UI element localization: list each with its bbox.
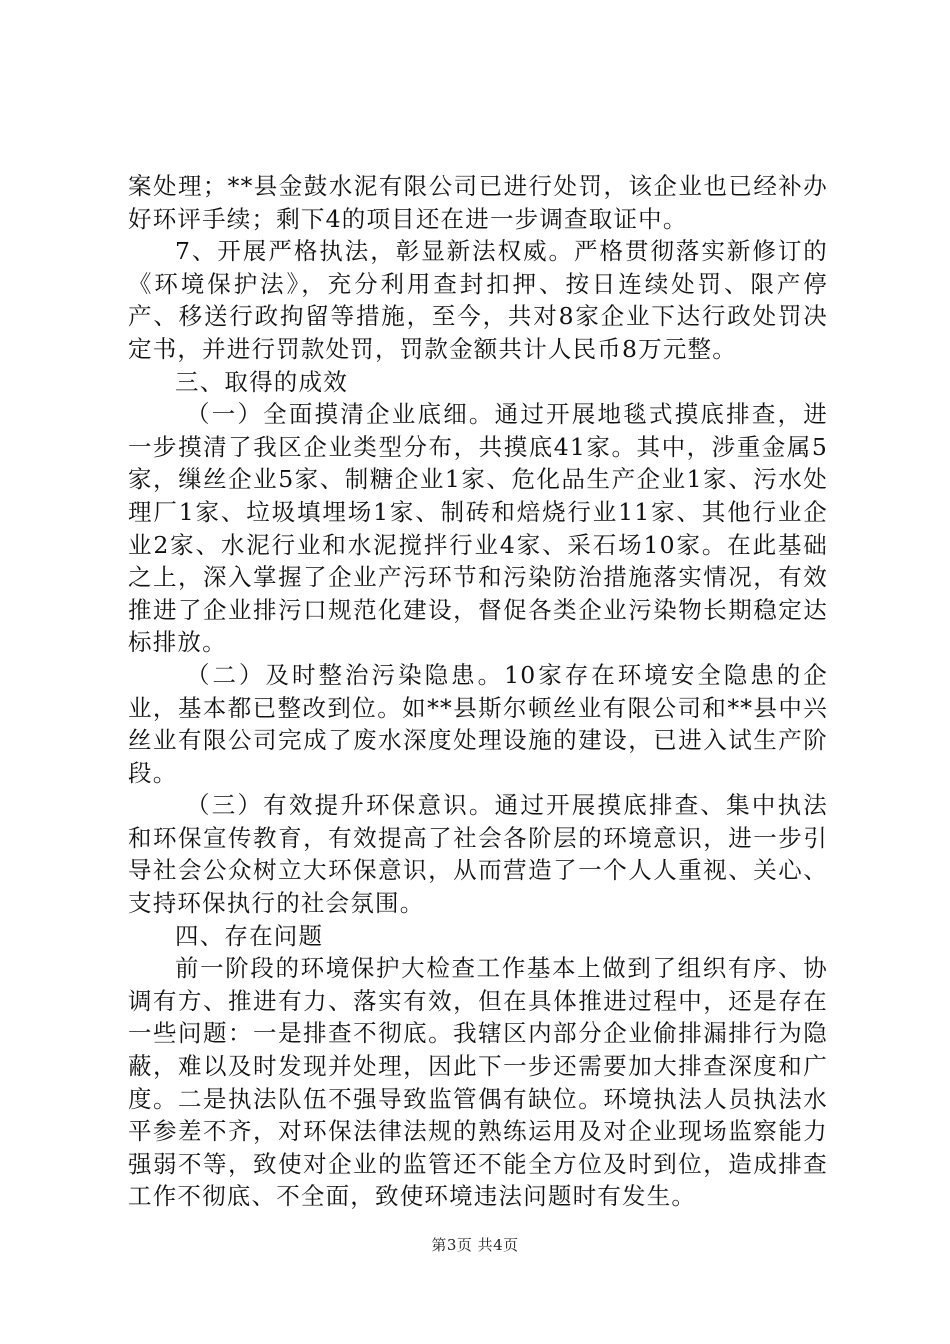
document-body xyxy=(128,170,828,1213)
section-heading-problems: 四、存在问题 xyxy=(175,921,324,950)
paragraph-problems: 前一阶段的环境保护大检查工作基本上做到了组织有序、协调有方、推进有力、落实有效，但在具体推进过程中，还是存在一些问题：一是排查不彻底。我辖区内部分企业偷排漏排行为隐蔽，难以及时发现并处理，因此下一步还需要加大排查深度和广度。二是执法队伍不强导致监管偶有缺位。环境执法人员执法水平参差不齐，对环保法律法规的熟练运用及对企业现场监察能力强弱不等，致使对企业的监管还不能全方位及时到位，造成排查工作不彻底、不全面，致使环境违法问题时有发生。 xyxy=(128,954,828,1211)
page-footer: 第3页 共4页 xyxy=(431,1236,519,1254)
section-heading-achievements: 三、取得的成效 xyxy=(175,367,348,396)
paragraph-continuation: 案处理；**县金鼓水泥有限公司已进行处罚，该企业也已经补办好环评手续；剩下4的项目还在进一步调查取证中。 xyxy=(128,172,828,233)
paragraph-achievement-3: （三）有效提升环保意识。通过开展摸底排查、集中执法和环保宣传教育，有效提高了社会各阶层的环境意识，进一步引导社会公众树立大环保意识，从而营造了一个人人重视、关心、支持环保执行的社会氛围。 xyxy=(128,791,828,918)
paragraph-achievement-1: （一）全面摸清企业底细。通过开展地毯式摸底排查，进一步摸清了我区企业类型分布，共摸底41家。其中，涉重金属5家，缫丝企业5家、制糖企业1家、危化品生产企业1家、污水处理厂1家、垃圾填埋场1家、制砖和焙烧行业11家、其他行业企业2家、水泥行业和水泥搅拌行业4家、采石场10家。在此基础之上，深入掌握了企业产污环节和污染防治措施落实情况，有效推进了企业排污口规范化建设，督促各类企业污染物长期稳定达标排放。 xyxy=(128,400,828,657)
paragraph-achievement-2: （二）及时整治污染隐患。10家存在环境安全隐患的企业，基本都已整改到位。如**县斯尔顿丝业有限公司和**县中兴丝业有限公司完成了废水深度处理设施的建设，已进入试生产阶段。 xyxy=(128,660,828,787)
paragraph-item-7: 7、开展严格执法，彰显新法权威。严格贯彻落实新修订的《环境保护法》，充分利用查封扣押、按日连续处罚、限产停产、移送行政拘留等措施，至今，共对8家企业下达行政处罚决定书，并进行罚款处罚，罚款金额共计人民币8万元整。 xyxy=(128,237,828,363)
